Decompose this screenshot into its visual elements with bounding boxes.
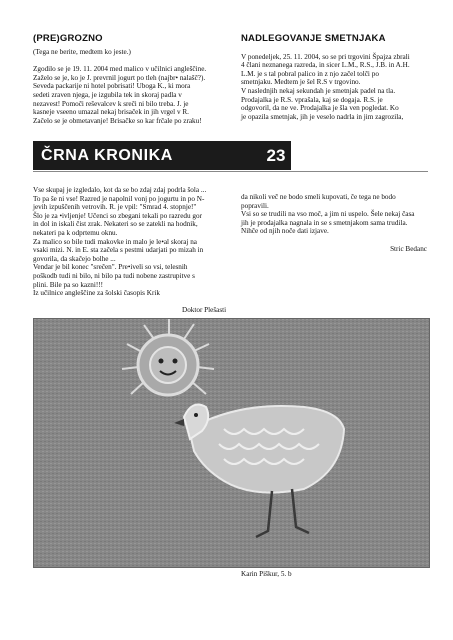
text-line: in dol in iskali čist zrak. Nekateri so se zatekli na hodnik,: [33, 220, 198, 229]
text-line: Zaželo se je, ko je J. prevrnil jogurt po tleh (najbr• nalašč?).: [33, 73, 206, 82]
text-line: 4 člani neznanega razreda, in sicer L.M., R.S., J.B. in A.H.: [241, 61, 410, 70]
text-line: poškodb tudi ni bilo, ni bilo pa tudi nobene zastrupitve s: [33, 271, 195, 280]
article-heading: NADLEGOVANJE SMETNJAKA: [241, 33, 386, 44]
article-subtitle: (Tega ne berite, medtem ko jeste.): [33, 47, 131, 56]
text-line: jevih izpuščenih vetrovih. R. je vpil: "Smrad 4. stopnje!": [33, 203, 197, 212]
article-nadlegovanje-intro: [241, 35, 427, 121]
text-line: Vendar je bil konec "srečen". Pre•iveli so vsi, telesnih: [33, 263, 188, 272]
text-line: V ponedeljek, 25. 11. 2004, so se pri trgovini Špajza zbrali: [241, 52, 410, 61]
text-line: Vse skupaj je izgledalo, kot da se bo zdaj zdaj podrla šola ...: [33, 186, 207, 194]
text-line: Iz učilnice angleščine za šolski časopis Krik: [33, 289, 160, 298]
text-line: popravili.: [241, 201, 269, 210]
text-line: da nikoli več ne bodo smeli kupovati, če tega ne bodo: [241, 193, 396, 201]
divider: [33, 171, 428, 172]
children-drawing-sun-bird: [33, 318, 430, 568]
text-line: To pa še ni vse! Razred je napolnil vonj po jogurtu in po N-: [33, 194, 205, 203]
article-heading: (PRE)GROZNO: [33, 33, 103, 44]
article-nadlegovanje-body: [241, 193, 427, 254]
text-line: plini. Bile pa so kazni!!!: [33, 280, 104, 289]
text-line: govorila, da skačejo bolhe ...: [33, 254, 116, 263]
text-line: V naslednjih nekaj sekundah je smetnjak padel na tla.: [241, 86, 396, 95]
text-line: je opazila smetnjak, jih je veselo nadrla in jim zagrozila,: [241, 112, 404, 121]
text-line: Zgodilo se je 19. 11. 2004 med malico v učilnici angleščine.: [33, 65, 207, 74]
text-line: Seveda packarije ni hotel pobrisati! Uboga K., ki mora: [33, 82, 191, 91]
text-line: nezavest! Pomoči reševalcev k sreči ni bilo treba. J. je: [33, 99, 189, 108]
text-line: Šlo je za •ivljenje! Učenci so zbegani tekali po razredu gor: [33, 211, 202, 220]
article-pregrozno-body: [33, 186, 223, 298]
author-signature: Doktor Plešasti: [182, 306, 227, 314]
author-signature: Stric Bedanc: [390, 244, 427, 253]
text-line: vsaki mizi. N. in E. sta začela s pestmi udarjati po mizah in: [33, 246, 204, 255]
text-line: Vsi so se trudili na vso moč, a jim ni uspelo. Šele nekaj časa: [241, 210, 415, 219]
text-line: L.M. je s tal pobral palico in z njo začel tolči po: [241, 69, 379, 78]
text-line: Za malico so bile tudi makovke in malo je le•al skoraj na: [33, 237, 197, 246]
text-line: Prodajalka je R.S. vprašala, kaj se dogaja. R.S. je: [241, 95, 383, 104]
article-pregrozno-intro: [33, 35, 223, 125]
text-line: kasneje vseeno umazal nekaj brisaček in jih vrgel v R.: [33, 108, 189, 117]
section-banner: ČRNA KRONIKA: [33, 141, 291, 170]
text-line: nekateri pa k odprtemu oknu.: [33, 228, 118, 237]
text-line: Nihče od njih noče dati izjave.: [241, 227, 329, 236]
text-line: odgovoril, da ne ve. Prodajalka je šla ven pogledat. Ko: [241, 104, 399, 113]
illustration-caption: Karin Piškur, 5. b: [241, 570, 292, 578]
text-line: sedeti zraven njega, je izgubila tek in skoraj padla v: [33, 90, 182, 99]
text-line: Začelo se je obmetavanje! Brisačke so kar frčale po zraku!: [33, 116, 202, 125]
text-line: jih je prodajalka nagnala in se s smetnjakom sama trudila.: [241, 218, 408, 227]
text-line: smetnjaku. Medtem je šel R.S v trgovino.: [241, 78, 361, 87]
page-number: 23: [266, 146, 286, 165]
